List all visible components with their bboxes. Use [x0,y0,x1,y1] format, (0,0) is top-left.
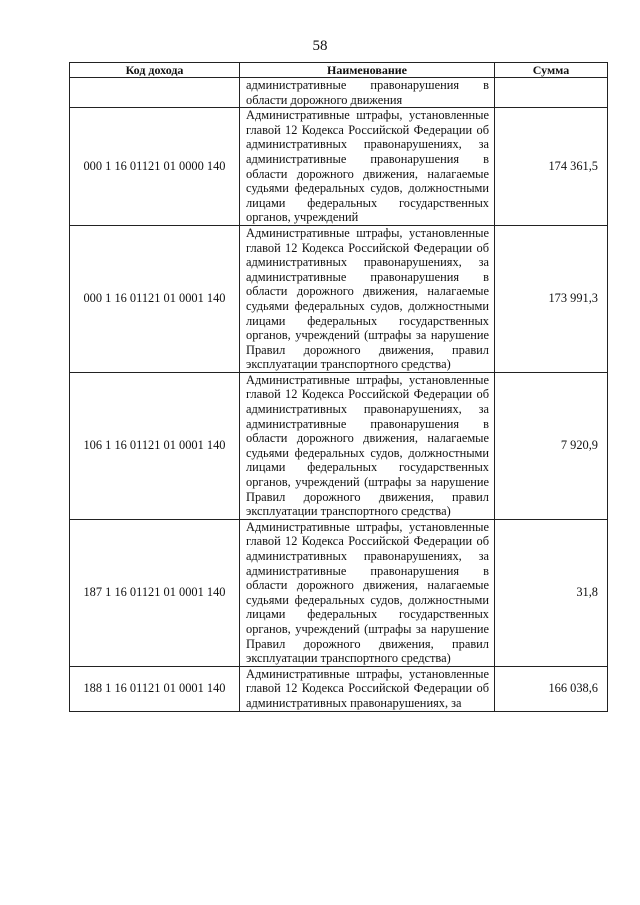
table-header-row [70,63,608,78]
row-amount: 173 991,3 [495,225,608,372]
table-row [70,78,608,108]
row-name-text: Административные штрафы, установленные главой 12 Кодекса Российской Федерации об административных правонарушениях, за административные правонарушения в области дорожного движения, налагаемые судьями федеральных судов, должностными лицами федеральных государственных органов, учреждений [246,108,489,225]
row-name [240,78,495,108]
row-amount: 166 038,6 [495,666,608,711]
table-row [70,372,608,519]
header-code: Код дохода [70,63,240,78]
table-row [70,666,608,711]
row-code: 000 1 16 01121 01 0001 140 [70,225,240,372]
revenue-table [69,62,608,712]
row-name-text: Административные штрафы, установленные главой 12 Кодекса Российской Федерации об административных правонарушениях, за административные правонарушения в области дорожного движения, налагаемые судьями федеральных судов, должностными лицами федеральных государственных органов, учреждений (штрафы за нарушение Правил дорожного движения, правил эксплуатации транспортного средства) [246,372,489,519]
row-name-text: административные правонарушения в области дорожного движения [246,78,489,107]
table-row [70,519,608,666]
row-amount: 7 920,9 [495,372,608,519]
row-code [70,78,240,108]
table-row [70,108,608,226]
row-name [240,372,495,519]
header-amount: Сумма [495,63,608,78]
row-name-text: Административные штрафы, установленные главой 12 Кодекса Российской Федерации об административных правонарушениях, за [246,666,489,710]
table-body [70,78,608,712]
row-name [240,225,495,372]
row-amount: 31,8 [495,519,608,666]
row-code: 187 1 16 01121 01 0001 140 [70,519,240,666]
row-name [240,108,495,226]
row-name [240,666,495,711]
row-code: 106 1 16 01121 01 0001 140 [70,372,240,519]
row-code: 188 1 16 01121 01 0001 140 [70,666,240,711]
table-row [70,225,608,372]
table-header [70,63,608,78]
row-code: 000 1 16 01121 01 0000 140 [70,108,240,226]
page-number: 58 [312,38,328,54]
row-amount [495,78,608,108]
header-name: Наименование [240,63,495,78]
row-name [240,519,495,666]
row-amount: 174 361,5 [495,108,608,226]
row-name-text: Административные штрафы, установленные главой 12 Кодекса Российской Федерации об административных правонарушениях, за административные правонарушения в области дорожного движения, налагаемые судьями федеральных судов, должностными лицами федеральных государственных органов, учреждений (штрафы за нарушение Правил дорожного движения, правил эксплуатации транспортного средства) [246,519,489,666]
row-name-text: Административные штрафы, установленные главой 12 Кодекса Российской Федерации об административных правонарушениях, за административные правонарушения в области дорожного движения, налагаемые судьями федеральных судов, должностными лицами федеральных государственных органов, учреждений (штрафы за нарушение Правил дорожного движения, правил эксплуатации транспортного средства) [246,225,489,372]
